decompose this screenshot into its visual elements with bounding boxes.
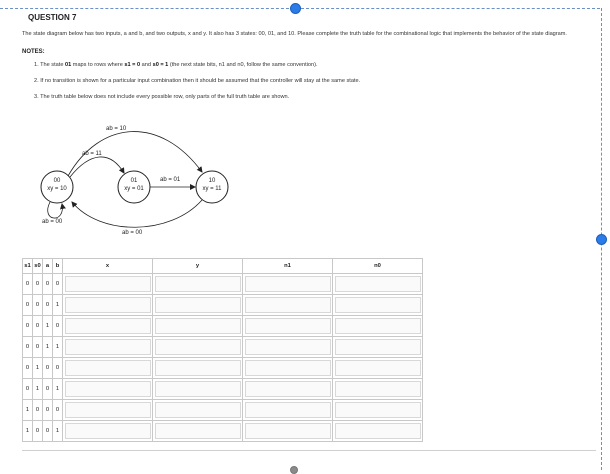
answer-cell-n1 [243,358,333,379]
header-s0: s0 [33,259,43,274]
answer-input-n1[interactable] [245,276,331,292]
truth-table [22,258,423,442]
answer-input-n1[interactable] [245,360,331,376]
arrow-10-to-00 [72,200,202,227]
answer-cell-n0 [333,400,423,421]
answer-cell-n0 [333,337,423,358]
answer-cell-x [63,358,153,379]
answer-input-x[interactable] [65,402,151,418]
answer-cell-y [153,337,243,358]
notes-label: NOTES: [22,49,45,55]
question-title: QUESTION 7 [28,13,77,22]
state-01-name: 01 [130,178,138,184]
answer-cell-x [63,274,153,295]
input-cell-s0: 0 [33,400,43,421]
answer-input-x[interactable] [65,360,151,376]
input-cell-s1: 1 [23,421,33,442]
answer-cell-y [153,400,243,421]
answer-input-n1[interactable] [245,339,331,355]
answer-input-n1[interactable] [245,297,331,313]
input-cell-s0: 0 [33,316,43,337]
note-1-s0: s0 = 1 [152,62,169,68]
state-10-output: xy = 11 [202,186,222,192]
input-cell-a: 0 [43,274,53,295]
input-cell-b: 1 [53,421,63,442]
answer-input-x[interactable] [65,297,151,313]
answer-cell-x [63,316,153,337]
table-row [23,379,423,400]
answer-cell-n0 [333,274,423,295]
input-cell-s1: 0 [23,337,33,358]
input-cell-a: 1 [43,337,53,358]
bottom-divider [22,450,596,451]
note-3: 3. The truth table below does not include every possible row, only parts of the full truth table are shown. [34,94,290,100]
table-row [23,274,423,295]
input-cell-b: 0 [53,274,63,295]
input-cell-b: 0 [53,316,63,337]
answer-cell-n0 [333,358,423,379]
answer-cell-n0 [333,295,423,316]
answer-cell-x [63,379,153,400]
answer-input-n0[interactable] [335,360,421,376]
answer-cell-n0 [333,421,423,442]
note-2: 2. If no transition is shown for a particular input combination then it should be assumed that the controller will stay at the same state. [34,78,361,84]
question-intro: The state diagram below has two inputs, a and b, and two outputs, x and y. It also has 3 states: 00, 01, and 10. Please complete the truth table for the combinational logic that implements the behavior of the state diagram. [22,31,567,37]
header-y: y [153,259,243,274]
input-cell-a: 0 [43,379,53,400]
table-row [23,400,423,421]
answer-cell-n1 [243,400,333,421]
input-cell-b: 1 [53,295,63,316]
header-a: a [43,259,53,274]
truth-table-body [23,274,423,442]
input-cell-a: 0 [43,358,53,379]
answer-input-x[interactable] [65,423,151,439]
answer-cell-n0 [333,316,423,337]
answer-input-y[interactable] [155,360,241,376]
input-cell-a: 0 [43,400,53,421]
transition-label-00-self: ab = 00 [42,219,63,225]
answer-input-x[interactable] [65,276,151,292]
header-n0: n0 [333,259,423,274]
table-row [23,358,423,379]
header-x: x [63,259,153,274]
note-1-text-c: and [140,62,153,68]
note-1-state: 01 [65,62,72,68]
answer-input-x[interactable] [65,339,151,355]
answer-cell-y [153,295,243,316]
input-cell-s1: 0 [23,295,33,316]
note-1-text-b: maps to rows where [71,62,125,68]
answer-input-y[interactable] [155,423,241,439]
answer-input-y[interactable] [155,318,241,334]
note-1-text-a: 1. The state [34,62,65,68]
arrow-00-to-01 [70,157,124,177]
input-cell-s0: 0 [33,337,43,358]
answer-input-n1[interactable] [245,423,331,439]
input-cell-a: 0 [43,421,53,442]
input-cell-s1: 1 [23,400,33,421]
input-cell-b: 1 [53,379,63,400]
answer-input-n0[interactable] [335,381,421,397]
answer-input-y[interactable] [155,339,241,355]
answer-cell-y [153,316,243,337]
input-cell-s1: 0 [23,274,33,295]
answer-cell-y [153,421,243,442]
state-00-output: xy = 10 [47,186,67,192]
transition-label-00-01: ab = 11 [82,151,102,157]
answer-input-x[interactable] [65,381,151,397]
input-cell-b: 0 [53,400,63,421]
answer-cell-x [63,295,153,316]
note-1-text-d: (the next state bits, n1 and n0, follow the same convention). [168,62,318,68]
answer-input-n0[interactable] [335,402,421,418]
answer-cell-x [63,337,153,358]
answer-cell-y [153,358,243,379]
answer-cell-n1 [243,337,333,358]
header-s1: s1 [23,259,33,274]
answer-input-y[interactable] [155,402,241,418]
transition-label-00-10: ab = 10 [106,126,127,132]
input-cell-a: 1 [43,316,53,337]
input-cell-s0: 0 [33,274,43,295]
input-cell-s1: 0 [23,358,33,379]
answer-cell-n1 [243,316,333,337]
transition-label-10-00: ab = 00 [122,230,143,236]
answer-cell-n1 [243,295,333,316]
answer-cell-x [63,421,153,442]
table-row [23,337,423,358]
header-n1: n1 [243,259,333,274]
state-00-name: 00 [53,178,61,184]
answer-cell-x [63,400,153,421]
answer-input-n0[interactable] [335,339,421,355]
answer-cell-y [153,379,243,400]
transition-label-01-10: ab = 01 [160,177,181,183]
header-b: b [53,259,63,274]
answer-input-n1[interactable] [245,402,331,418]
answer-input-y[interactable] [155,381,241,397]
input-cell-s1: 0 [23,316,33,337]
answer-cell-n1 [243,274,333,295]
input-cell-s0: 0 [33,295,43,316]
state-10-name: 10 [208,178,216,184]
input-cell-s0: 0 [33,421,43,442]
input-cell-s1: 0 [23,379,33,400]
truth-table-header-row [23,259,423,274]
answer-cell-y [153,274,243,295]
answer-input-n0[interactable] [335,423,421,439]
table-row [23,421,423,442]
answer-input-n0[interactable] [335,276,421,292]
answer-input-n0[interactable] [335,318,421,334]
answer-input-n1[interactable] [245,318,331,334]
answer-cell-n1 [243,379,333,400]
arrow-00-self-loop [48,202,63,218]
answer-input-n1[interactable] [245,381,331,397]
answer-cell-n1 [243,421,333,442]
answer-input-n0[interactable] [335,297,421,313]
input-cell-b: 0 [53,358,63,379]
answer-cell-n0 [333,379,423,400]
answer-input-y[interactable] [155,276,241,292]
table-row [23,316,423,337]
state-01-output: xy = 01 [124,186,144,192]
note-1-s1: s1 = 0 [124,62,141,68]
input-cell-s0: 1 [33,379,43,400]
table-row [23,295,423,316]
input-cell-b: 1 [53,337,63,358]
answer-input-y[interactable] [155,297,241,313]
answer-input-x[interactable] [65,318,151,334]
input-cell-a: 0 [43,295,53,316]
input-cell-s0: 1 [33,358,43,379]
